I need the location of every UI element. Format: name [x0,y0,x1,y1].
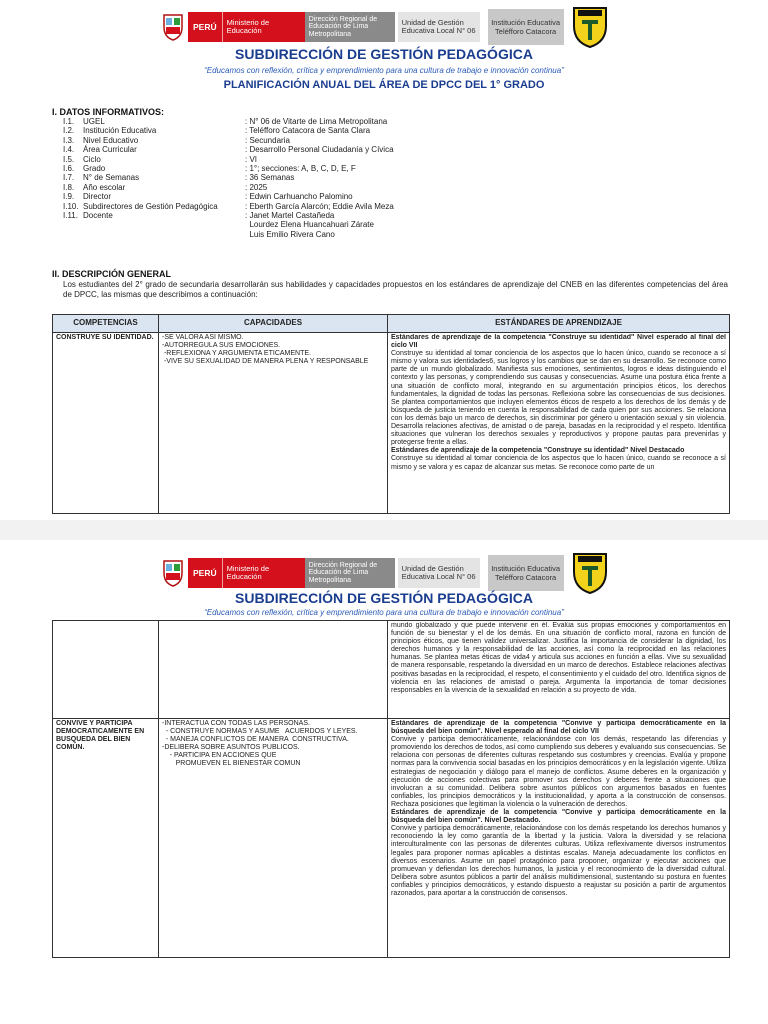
estandares-content [391,622,726,717]
datos-label [83,230,245,239]
estandar-text: Convive y participa democráticamente, relacionándose con los demás, respetando las diferencias y promoviendo los derechos de todos, así como cumpliendo sus deberes y evaluando sus consecuencias. Se relaciona con personas de diferentes culturas respetando sus costumbres y creencias. Evalúa y propone normas para la convivencia social basadas en los principios democráticos y en la legislación vigente. Utiliza estrategias de negociación y diálogo para el manejo de conflictos. Asume deberes en la organización y ejecución de acciones colectivas para promover sus derechos y deberes frente a situaciones que involucran a su comunidad. Delibera sobre asuntos públicos con argumentos basados en fuentes confiables, los principios democráticos y la institucionalidad, y aporta a la construcción de consensos. Rechaza posiciones que legitiman la violencia o la vulneración de derechos. [391,736,726,808]
competencias-table-continued [52,620,730,958]
estandares-content [391,720,726,956]
institucion-label: Institución Educativa Teléfforo Catacora [488,9,564,45]
estandares-content [391,334,726,512]
datos-value: : 36 Semanas [245,173,295,183]
peru-coat-of-arms-icon [160,558,186,588]
peru-label: PERÚ [188,12,222,42]
datos-row [63,155,394,164]
datos-num: I.8. [63,182,75,192]
ugel-label: Unidad de Gestión Educativa Local N° 06 [398,558,480,588]
peru-coat-of-arms-icon [160,12,186,42]
datos-value: : Secundaria [245,135,290,145]
ugel-label: Unidad de Gestión Educativa Local N° 06 [398,12,480,42]
school-logo-icon [572,6,608,48]
capacidad-item: -INTERACTUA CON TODAS LAS PERSONAS. [162,720,310,727]
datos-row [63,173,394,182]
datos-row [63,145,394,154]
motto-text: “Educamos con reflexión, crítica y emprendimiento para una cultura de trabajo e innovación continua” [204,608,564,617]
table-row [53,333,730,514]
datos-label: Director [83,192,112,202]
competencia-cell: CONVIVE Y PARTICIPA DEMOCRATICAMENTE EN BUSQUEDA DEL BIEN COMÚN. [53,719,159,958]
capacidades-cell [159,333,388,514]
capacidad-item: - MANEJA CONFLICTOS DE MANERA CONSTRUCTIVA. [162,736,349,744]
datos-label: N° de Semanas [83,173,140,183]
datos-num: I.9. [63,192,75,202]
datos-num: I.3. [63,135,75,145]
col-header-capacidades: CAPACIDADES [159,315,388,333]
section-2-heading: II. DESCRIPCIÓN GENERAL [52,269,172,279]
capacidad-item: - CONSTRUYE NORMAS Y ASUME ACUERDOS Y LEYES. [162,728,358,736]
datos-value: : Teléfforo Catacora de Santa Clara [245,126,371,136]
document-title: PLANIFICACIÓN ANUAL DEL ÁREA DE DPCC DEL 1° GRADO [223,79,545,91]
direccion-regional-label: Dirección Regional de Educación de Lima Metropolitana [305,12,395,42]
capacidades-cell [159,621,388,719]
capacidad-item: -SE VALORA ASI MISMO. [162,334,244,341]
datos-row [63,211,394,220]
datos-label: Docente [83,211,113,221]
capacidad-item: PROMUEVEN EL BIENESTAR COMUN [162,760,301,768]
subdireccion-title: SUBDIRECCIÓN DE GESTIÓN PEDAGÓGICA [235,590,533,606]
section-2-text: Los estudiantes del 2° grado de secundaria desarrollarán sus habilidades y capacidades propuestos en los estándares de aprendizaje del CNEB en las diferentes competencias del área de DPCC, las mismas que describimos a continuación: [63,280,728,299]
motto-text: “Educamos con reflexión, crítica y emprendimiento para una cultura de trabajo e innovación continua” [204,66,564,75]
datos-value: : VI [245,154,258,164]
competencias-table [52,314,730,514]
datos-num [63,230,83,239]
datos-value: Lourdez Elena Huancahuari Zárate [245,220,374,230]
datos-value: : Desarrollo Personal Ciudadanía y Cívica [245,145,394,155]
estandares-cell [388,621,730,719]
table-header-row [53,315,730,333]
subdireccion-title: SUBDIRECCIÓN DE GESTIÓN PEDAGÓGICA [235,46,533,62]
estandares-cell [388,333,730,514]
datos-num: I.2. [63,126,75,136]
header-banner [160,6,608,48]
datos-row [63,164,394,173]
datos-row [63,136,394,145]
datos-value: : Janet Martel Castañeda [245,211,335,221]
datos-num: I.7. [63,173,75,183]
datos-row [63,117,394,126]
col-header-estandares: ESTÁNDARES DE APRENDIZAJE [388,315,730,333]
header-banner [160,552,608,594]
capacidad-item: -AUTORREGULA SUS EMOCIONES. [162,342,281,350]
datos-label: Año escolar [83,182,126,192]
capacidad-item: - PARTICIPA EN ACCIONES QUE [162,752,277,760]
datos-num: I.10. [63,201,79,211]
datos-label: Subdirectores de Gestión Pedagógica [83,201,218,211]
competencia-cell [53,621,159,719]
datos-label: Área Curricular [83,145,137,155]
capacidad-item: -DELIBERA SOBRE ASUNTOS PUBLICOS. [162,744,300,752]
datos-row [63,192,394,201]
datos-value: : 1°; secciones: A, B, C, D, E, F [245,164,356,174]
competencia-cell: CONSTRUYE SU IDENTIDAD. [53,333,159,514]
datos-label: UGEL [83,117,105,126]
datos-value: : Edwin Carhuancho Palomino [245,192,353,202]
capacidad-item: -VIVE SU SEXUALIDAD DE MANERA PLENA Y RESPONSABLE [162,358,369,366]
institucion-label: Institución Educativa Teléfforo Catacora [488,555,564,591]
page-gap [0,520,768,540]
datos-row [63,230,394,239]
datos-num: I.6. [63,164,75,174]
estandar-text: Construye su identidad al tomar conciencia de los aspectos que lo hacen único, cuando se reconoce a sí mismo y se valora y es capaz de alcanzar sus metas. Se reconoce como parte de un [391,455,726,471]
estandares-cell [388,719,730,958]
estandar-text: Construye su identidad al tomar conciencia de los aspectos que lo hacen único, cuando se reconoce a sí mismo y valora sus identidades6, sus logros y los cambios que se dan en su desarrollo. Se reconoce como parte de un mundo globalizado. Manifiesta sus emociones, sentimientos, logros e ideas distinguiendo el contexto y las personas, y comprendiendo sus causas y consecuencias. Asume una postura ética frente a una situación de conflicto moral, integrando en su argumentación principios éticos, los derechos fundamentales, la dignidad de todas las personas. Reflexiona sobre las consecuencias de sus decisiones. Se plantea comportamientos que incluyen elementos éticos de respeto a los derechos de los demás y de búsqueda de justicia teniendo en cuenta la responsabilidad de cada quien por sus acciones. Se relaciona con los demás bajo un marco de derechos, sin discriminar por género u orientación sexual y sin violencia. Desarrolla relaciones afectivas, de amistad o de pareja, basadas en la reciprocidad y el respeto. Identifica situaciones que vulneran los derechos sexuales y reproductivos y propone pautas para prevenirlas y protegerse frente a ellas. [391,350,726,447]
datos-num: I.5. [63,154,75,164]
section-1-heading: I. DATOS INFORMATIVOS: [52,107,164,117]
datos-row [63,202,394,211]
datos-num: I.11. [63,211,78,221]
estandar-text: Convive y participa democráticamente, relacionándose con los demás respetando los derechos humanos y reconociendo la ley como garantía de la libertad y la justicia. Valora la diversidad y se relaciona interculturalmente con las personas de diferentes culturas. Utiliza reflexivamente diversos instrumentos legales para proponer normas aplicables a distintas escalas. Maneja adecuadamente los conflictos en diversos escenarios. Asume un papel protagónico para proponer, organizar y ejecutar acciones que promuevan y defiendan los derechos humanos, la justicia y el reconocimiento de la diversidad cultural. Delibera sobre asuntos públicos a partir del análisis multidimensional, sustentando su postura en fuentes confiables y principios democráticos, y estando dispuesto a reajustar su posición a partir de argumentos razonados, para aportar a la construcción de consensos. [391,825,726,897]
datos-num [63,220,83,229]
document-page-2 [0,540,768,1024]
capacidades-cell [159,719,388,958]
school-logo-icon [572,552,608,594]
datos-informativos-list [63,117,394,239]
peru-label: PERÚ [188,558,222,588]
datos-num: I.4. [63,145,75,155]
datos-num: I.1. [63,117,75,126]
table-row [53,621,730,719]
datos-label: Nivel Educativo [83,135,139,145]
table-row [53,719,730,958]
estandar-title: Estándares de aprendizaje de la competencia "Construye su identidad" Nivel Destacado [391,447,685,455]
datos-row [63,183,394,192]
ministerio-label: Ministerio de Educación [222,12,305,42]
estandar-text: mundo globalizado y que puede intervenir en él. Evalúa sus propias emociones y comportamientos en función de su bienestar y el de los demás. En una situación de conflicto moral, razona en función de principios éticos, que tienen validez universalizar. Justifica la importancia de considerar la dignidad, los derechos humanos y la responsabilidad de las acciones, así como la reciprocidad en las relaciones humanas. Se plantea metas éticas de vida4 y articula sus acciones en función a ellas. Vive su sexualidad de manera responsable, respetando la diversidad en un marco de derechos. Establece relaciones afectivas positivas basadas en la reciprocidad, el respeto, el consentimiento y el cuidado del otro. Identifica signos de violencia en las relaciones de amistad o pareja. Argumenta la importancia de tomar decisiones responsables en la vivencia de la sexualidad en relación a su proyecto de vida. [391,622,726,694]
col-header-competencias: COMPETENCIAS [53,315,159,333]
datos-row [63,126,394,135]
estandar-title: Estándares de aprendizaje de la competencia "Convive y participa democráticamente en la búsqueda del bien común". Nivel Destacado. [391,809,726,825]
capacidad-item: -REFLEXIONA Y ARGUMENTA ETICAMENTE. [162,350,311,358]
datos-label: Institución Educativa [83,126,157,136]
datos-value: : Eberth García Alarcón; Eddie Avila Meza [245,201,394,211]
datos-label: Ciclo [83,154,101,164]
datos-value: Luis Emilio Rivera Cano [245,229,335,239]
datos-value: : N° 06 de Vitarte de Lima Metropolitana [245,117,388,126]
datos-row [63,220,394,229]
ministerio-label: Ministerio de Educación [222,558,305,588]
datos-label [83,220,245,229]
direccion-regional-label: Dirección Regional de Educación de Lima Metropolitana [305,558,395,588]
estandar-title: Estándares de aprendizaje de la competencia "Convive y participa democráticamente en la búsqueda del bien común". Nivel esperado al final del ciclo VII [391,720,726,736]
datos-value: : 2025 [245,182,268,192]
estandar-title: Estándares de aprendizaje de la competencia "Construye su identidad" Nivel esperado al final del ciclo VII [391,334,726,350]
datos-label: Grado [83,164,106,174]
